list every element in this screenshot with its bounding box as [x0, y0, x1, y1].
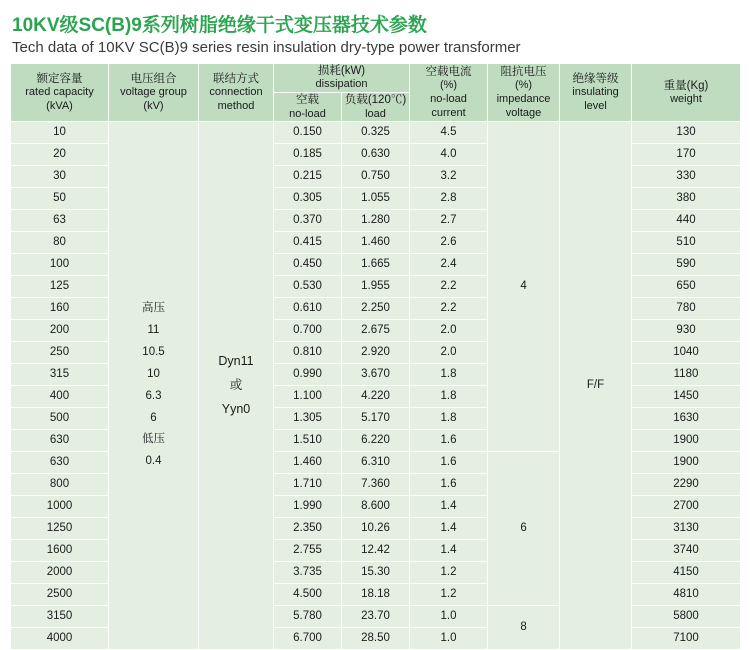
col-no-load-current: [410, 64, 488, 122]
cell-load-loss: 1.665: [342, 254, 410, 276]
cell-no-load-current: 2.4: [410, 254, 488, 276]
cell-rated-capacity: 30: [11, 166, 109, 188]
cell-weight: 170: [632, 144, 741, 166]
cell-no-load-current: 4.5: [410, 122, 488, 144]
col-insulating-level-en: insulating: [572, 86, 619, 99]
cell-load-loss: 2.920: [342, 342, 410, 364]
col-connection-method: [199, 64, 274, 122]
cell-rated-capacity: 1250: [11, 518, 109, 540]
cell-load-loss: 1.280: [342, 210, 410, 232]
cell-load-loss: 15.30: [342, 562, 410, 584]
col-rated-capacity: [11, 64, 109, 122]
page-title-cn: 10KV级SC(B)9系列树脂绝缘干式变压器技术参数: [12, 15, 427, 36]
cell-no-load-current: 1.8: [410, 364, 488, 386]
cell-no-load-loss: 1.510: [274, 430, 342, 452]
cell-weight: 1630: [632, 408, 741, 430]
col-weight-en: weight: [670, 92, 702, 105]
cell-no-load-loss: 1.710: [274, 474, 342, 496]
cell-no-load-current: 2.6: [410, 232, 488, 254]
cell-rated-capacity: 400: [11, 386, 109, 408]
cell-no-load-loss: 4.500: [274, 584, 342, 606]
cell-no-load-loss: 0.530: [274, 276, 342, 298]
cell-weight: 1900: [632, 452, 741, 474]
cell-insulating-level: F/F: [560, 122, 632, 650]
col-impedance-voltage-en2: voltage: [505, 106, 542, 119]
cell-no-load-current: 1.6: [410, 474, 488, 496]
cell-no-load-loss: 6.700: [274, 628, 342, 650]
cell-weight: 1450: [632, 386, 741, 408]
col-no-load-loss-cn: 空载: [296, 94, 319, 107]
cell-load-loss: 6.220: [342, 430, 410, 452]
cell-no-load-loss: 0.700: [274, 320, 342, 342]
cell-no-load-loss: 0.185: [274, 144, 342, 166]
cell-weight: 510: [632, 232, 741, 254]
cell-weight: 4150: [632, 562, 741, 584]
col-voltage-group-cn: 电压组合: [130, 72, 177, 85]
col-rated-capacity-unit: (kVA): [46, 99, 73, 112]
connection-method-line: Yyn0: [221, 401, 251, 416]
cell-load-loss: 18.18: [342, 584, 410, 606]
cell-voltage-group: [109, 122, 199, 650]
cell-rated-capacity: 100: [11, 254, 109, 276]
cell-no-load-current: 1.4: [410, 496, 488, 518]
col-voltage-group-unit: (kV): [143, 99, 164, 112]
cell-weight: 590: [632, 254, 741, 276]
cell-no-load-loss: 0.370: [274, 210, 342, 232]
col-insulating-level-en2: level: [584, 99, 607, 112]
col-load-loss-cn: 负载(120℃): [344, 94, 407, 107]
col-load-loss: [342, 93, 410, 122]
cell-no-load-loss: 1.100: [274, 386, 342, 408]
cell-impedance-voltage: 4: [488, 122, 560, 452]
cell-rated-capacity: 800: [11, 474, 109, 496]
cell-rated-capacity: 10: [11, 122, 109, 144]
cell-load-loss: 10.26: [342, 518, 410, 540]
cell-no-load-loss: 0.990: [274, 364, 342, 386]
col-voltage-group-en: voltage group: [120, 86, 187, 99]
cell-impedance-voltage: 8: [488, 606, 560, 650]
cell-no-load-current: 4.0: [410, 144, 488, 166]
cell-rated-capacity: 160: [11, 298, 109, 320]
col-load-loss-en: load: [365, 107, 386, 120]
col-weight: [632, 64, 741, 122]
cell-load-loss: 7.360: [342, 474, 410, 496]
col-dissipation-cn: 损耗(kW): [317, 65, 366, 77]
col-no-load-current-en2: current: [431, 106, 466, 119]
table-body: [11, 122, 741, 650]
cell-no-load-current: 2.2: [410, 298, 488, 320]
cell-load-loss: 0.630: [342, 144, 410, 166]
cell-rated-capacity: 500: [11, 408, 109, 430]
connection-method-line: 或: [229, 377, 243, 392]
col-connection-method-en2: method: [217, 99, 255, 112]
col-no-load-loss: [274, 93, 342, 122]
cell-no-load-current: 2.2: [410, 276, 488, 298]
voltage-group-line: 高压: [142, 302, 165, 315]
table-header: [11, 64, 741, 122]
col-connection-method-cn: 联结方式: [213, 72, 259, 85]
col-impedance-voltage-unit: (%): [514, 79, 533, 92]
col-no-load-current-unit: (%): [439, 79, 458, 92]
cell-load-loss: 4.220: [342, 386, 410, 408]
col-no-load-current-en: no-load: [430, 92, 467, 105]
cell-rated-capacity: 250: [11, 342, 109, 364]
cell-no-load-loss: 0.450: [274, 254, 342, 276]
cell-rated-capacity: 2500: [11, 584, 109, 606]
cell-weight: 3740: [632, 540, 741, 562]
col-weight-cn: 重量(Kg): [663, 79, 709, 92]
cell-no-load-current: 1.0: [410, 606, 488, 628]
cell-load-loss: 2.675: [342, 320, 410, 342]
cell-no-load-loss: 1.305: [274, 408, 342, 430]
cell-weight: 3130: [632, 518, 741, 540]
cell-no-load-current: 2.7: [410, 210, 488, 232]
cell-rated-capacity: 125: [11, 276, 109, 298]
voltage-group-line: 10: [147, 367, 160, 380]
cell-no-load-loss: 0.415: [274, 232, 342, 254]
col-dissipation-en: dissipation: [315, 78, 368, 91]
voltage-group-line: 6.3: [145, 389, 162, 402]
cell-load-loss: 2.250: [342, 298, 410, 320]
cell-no-load-current: 1.0: [410, 628, 488, 650]
voltage-group-line: 6: [150, 411, 157, 424]
col-rated-capacity-en: rated capacity: [25, 86, 94, 99]
col-insulating-level: [560, 64, 632, 122]
cell-load-loss: 6.310: [342, 452, 410, 474]
cell-rated-capacity: 3150: [11, 606, 109, 628]
cell-load-loss: 5.170: [342, 408, 410, 430]
cell-weight: 1900: [632, 430, 741, 452]
cell-no-load-loss: 2.755: [274, 540, 342, 562]
cell-no-load-current: 2.8: [410, 188, 488, 210]
cell-connection-method: [199, 122, 274, 650]
cell-no-load-loss: 5.780: [274, 606, 342, 628]
cell-weight: 130: [632, 122, 741, 144]
cell-no-load-current: 1.4: [410, 518, 488, 540]
cell-no-load-current: 1.8: [410, 408, 488, 430]
cell-no-load-current: 1.2: [410, 562, 488, 584]
cell-weight: 2700: [632, 496, 741, 518]
cell-load-loss: 1.460: [342, 232, 410, 254]
cell-rated-capacity: 1000: [11, 496, 109, 518]
cell-rated-capacity: 20: [11, 144, 109, 166]
voltage-group-line: 0.4: [145, 455, 162, 468]
cell-no-load-loss: 0.150: [274, 122, 342, 144]
col-dissipation: [274, 64, 410, 93]
col-rated-capacity-cn: 额定容量: [36, 72, 83, 85]
cell-weight: 650: [632, 276, 741, 298]
voltage-group-line: 低压: [142, 433, 165, 446]
cell-rated-capacity: 200: [11, 320, 109, 342]
col-impedance-voltage: [488, 64, 560, 122]
cell-weight: 780: [632, 298, 741, 320]
cell-no-load-current: 1.6: [410, 430, 488, 452]
cell-rated-capacity: 80: [11, 232, 109, 254]
voltage-group-line: 11: [147, 324, 160, 337]
cell-rated-capacity: 4000: [11, 628, 109, 650]
cell-load-loss: 0.325: [342, 122, 410, 144]
cell-weight: 2290: [632, 474, 741, 496]
col-no-load-current-cn: 空载电流: [425, 65, 472, 78]
cell-weight: 930: [632, 320, 741, 342]
cell-rated-capacity: 2000: [11, 562, 109, 584]
cell-no-load-loss: 3.735: [274, 562, 342, 584]
cell-no-load-loss: 1.990: [274, 496, 342, 518]
spec-table: [10, 63, 741, 650]
cell-no-load-loss: 0.810: [274, 342, 342, 364]
cell-load-loss: 23.70: [342, 606, 410, 628]
col-connection-method-en: connection: [209, 86, 263, 99]
cell-weight: 330: [632, 166, 741, 188]
cell-load-loss: 1.055: [342, 188, 410, 210]
cell-load-loss: 8.600: [342, 496, 410, 518]
cell-no-load-current: 2.0: [410, 320, 488, 342]
cell-no-load-loss: 0.610: [274, 298, 342, 320]
cell-weight: 7100: [632, 628, 741, 650]
voltage-group-line: 10.5: [142, 346, 165, 359]
cell-no-load-current: 1.2: [410, 584, 488, 606]
col-impedance-voltage-cn: 阻抗电压: [500, 65, 547, 78]
cell-rated-capacity: 50: [11, 188, 109, 210]
cell-weight: 4810: [632, 584, 741, 606]
cell-rated-capacity: 315: [11, 364, 109, 386]
cell-no-load-loss: 1.460: [274, 452, 342, 474]
cell-weight: 1040: [632, 342, 741, 364]
page-title-en: Tech data of 10KV SC(B)9 series resin insulation dry-type power transformer: [12, 39, 521, 56]
cell-weight: 5800: [632, 606, 741, 628]
cell-no-load-current: 3.2: [410, 166, 488, 188]
col-impedance-voltage-en: impedance: [496, 92, 551, 105]
cell-weight: 440: [632, 210, 741, 232]
col-voltage-group: [109, 64, 199, 122]
cell-no-load-current: 1.8: [410, 386, 488, 408]
connection-method-line: Dyn11: [218, 354, 254, 369]
cell-rated-capacity: 630: [11, 430, 109, 452]
cell-no-load-loss: 2.350: [274, 518, 342, 540]
cell-no-load-current: 1.6: [410, 452, 488, 474]
cell-load-loss: 0.750: [342, 166, 410, 188]
cell-no-load-loss: 0.215: [274, 166, 342, 188]
cell-impedance-voltage: 6: [488, 452, 560, 606]
cell-load-loss: 28.50: [342, 628, 410, 650]
cell-rated-capacity: 63: [11, 210, 109, 232]
cell-no-load-current: 1.4: [410, 540, 488, 562]
cell-no-load-current: 2.0: [410, 342, 488, 364]
cell-no-load-loss: 0.305: [274, 188, 342, 210]
col-insulating-level-cn: 绝缘等级: [572, 72, 619, 85]
cell-load-loss: 12.42: [342, 540, 410, 562]
cell-weight: 1180: [632, 364, 741, 386]
cell-rated-capacity: 1600: [11, 540, 109, 562]
header-row-1: [11, 64, 741, 93]
table-row: [11, 122, 741, 144]
cell-rated-capacity: 630: [11, 452, 109, 474]
cell-weight: 380: [632, 188, 741, 210]
cell-load-loss: 1.955: [342, 276, 410, 298]
col-no-load-loss-en: no-load: [289, 107, 326, 120]
cell-load-loss: 3.670: [342, 364, 410, 386]
